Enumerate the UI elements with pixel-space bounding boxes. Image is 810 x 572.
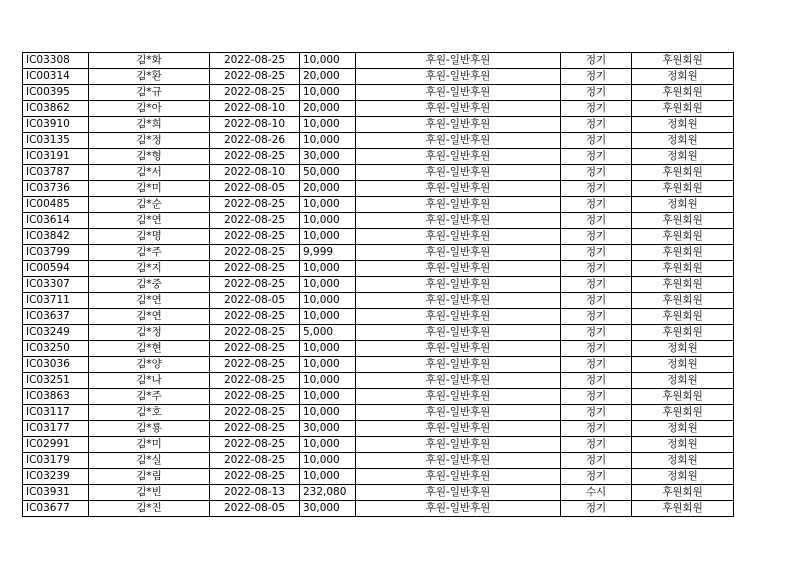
amount-cell: 10,000: [300, 293, 356, 309]
donation-type-cell: 후원-일반후원: [356, 389, 561, 405]
amount-cell: 5,000: [300, 325, 356, 341]
amount-cell: 10,000: [300, 453, 356, 469]
donation-cycle-cell: 정기: [561, 149, 632, 165]
donation-cycle-cell: 정기: [561, 261, 632, 277]
donation-date-cell: 2022-08-25: [210, 277, 300, 293]
donor-id-cell: IC03910: [23, 117, 89, 133]
donation-type-cell: 후원-일반후원: [356, 373, 561, 389]
table-row: [23, 357, 734, 373]
donor-id-cell: IC03239: [23, 469, 89, 485]
amount-cell: 20,000: [300, 101, 356, 117]
table-row: [23, 501, 734, 517]
donor-id-cell: IC03787: [23, 165, 89, 181]
table-row: [23, 389, 734, 405]
table-row: [23, 453, 734, 469]
member-type-cell: 후원회원: [632, 85, 734, 101]
member-type-cell: 후원회원: [632, 405, 734, 421]
donor-id-cell: IC03799: [23, 245, 89, 261]
amount-cell: 10,000: [300, 85, 356, 101]
member-type-cell: 정회원: [632, 133, 734, 149]
donor-name-cell: 김*순: [89, 197, 210, 213]
donation-date-cell: 2022-08-25: [210, 197, 300, 213]
member-type-cell: 후원회원: [632, 501, 734, 517]
donation-cycle-cell: 정기: [561, 213, 632, 229]
donation-date-cell: 2022-08-25: [210, 213, 300, 229]
donation-date-cell: 2022-08-25: [210, 85, 300, 101]
table-row: [23, 261, 734, 277]
amount-cell: 10,000: [300, 229, 356, 245]
donation-type-cell: 후원-일반후원: [356, 117, 561, 133]
member-type-cell: 후원회원: [632, 261, 734, 277]
donation-date-cell: 2022-08-25: [210, 149, 300, 165]
donation-date-cell: 2022-08-25: [210, 421, 300, 437]
donor-name-cell: 김*주: [89, 389, 210, 405]
donor-id-cell: IC00485: [23, 197, 89, 213]
member-type-cell: 정회원: [632, 341, 734, 357]
donation-date-cell: 2022-08-25: [210, 341, 300, 357]
donation-cycle-cell: 정기: [561, 389, 632, 405]
donation-date-cell: 2022-08-25: [210, 389, 300, 405]
donation-cycle-cell: 정기: [561, 453, 632, 469]
amount-cell: 232,080: [300, 485, 356, 501]
donor-name-cell: 김*희: [89, 117, 210, 133]
amount-cell: 10,000: [300, 197, 356, 213]
donor-name-cell: 김*규: [89, 85, 210, 101]
donation-type-cell: 후원-일반후원: [356, 421, 561, 437]
donation-type-cell: 후원-일반후원: [356, 181, 561, 197]
donor-id-cell: IC03036: [23, 357, 89, 373]
member-type-cell: 후원회원: [632, 245, 734, 261]
donation-date-cell: 2022-08-25: [210, 229, 300, 245]
donation-type-cell: 후원-일반후원: [356, 309, 561, 325]
donation-type-cell: 후원-일반후원: [356, 341, 561, 357]
donation-type-cell: 후원-일반후원: [356, 245, 561, 261]
member-type-cell: 후원회원: [632, 229, 734, 245]
donation-date-cell: 2022-08-05: [210, 501, 300, 517]
member-type-cell: 후원회원: [632, 213, 734, 229]
donation-cycle-cell: 정기: [561, 165, 632, 181]
member-type-cell: 후원회원: [632, 53, 734, 69]
donation-date-cell: 2022-08-25: [210, 53, 300, 69]
donation-type-cell: 후원-일반후원: [356, 261, 561, 277]
table-row: [23, 309, 734, 325]
donation-cycle-cell: 정기: [561, 293, 632, 309]
donor-name-cell: 김*룡: [89, 421, 210, 437]
donor-name-cell: 김*중: [89, 277, 210, 293]
donation-type-cell: 후원-일반후원: [356, 85, 561, 101]
donor-id-cell: IC02991: [23, 437, 89, 453]
donation-cycle-cell: 정기: [561, 309, 632, 325]
donor-name-cell: 김*연: [89, 213, 210, 229]
amount-cell: 10,000: [300, 357, 356, 373]
donation-cycle-cell: 정기: [561, 405, 632, 421]
donation-type-cell: 후원-일반후원: [356, 357, 561, 373]
donation-date-cell: 2022-08-25: [210, 437, 300, 453]
donation-table: [22, 52, 734, 517]
donation-type-cell: 후원-일반후원: [356, 277, 561, 293]
donor-id-cell: IC03249: [23, 325, 89, 341]
donation-cycle-cell: 정기: [561, 373, 632, 389]
donation-date-cell: 2022-08-25: [210, 245, 300, 261]
donor-id-cell: IC03251: [23, 373, 89, 389]
donation-type-cell: 후원-일반후원: [356, 133, 561, 149]
table-row: [23, 197, 734, 213]
table-row: [23, 325, 734, 341]
table-row: [23, 213, 734, 229]
amount-cell: 30,000: [300, 149, 356, 165]
donor-id-cell: IC03308: [23, 53, 89, 69]
donation-type-cell: 후원-일반후원: [356, 453, 561, 469]
donation-date-cell: 2022-08-26: [210, 133, 300, 149]
donation-type-cell: 후원-일반후원: [356, 197, 561, 213]
table-row: [23, 85, 734, 101]
donation-cycle-cell: 정기: [561, 501, 632, 517]
member-type-cell: 후원회원: [632, 309, 734, 325]
table-row: [23, 165, 734, 181]
table-row: [23, 133, 734, 149]
member-type-cell: 정회원: [632, 469, 734, 485]
donor-id-cell: IC03135: [23, 133, 89, 149]
donor-name-cell: 김*환: [89, 69, 210, 85]
amount-cell: 10,000: [300, 309, 356, 325]
donor-name-cell: 김*지: [89, 261, 210, 277]
donor-name-cell: 김*주: [89, 245, 210, 261]
donor-id-cell: IC03250: [23, 341, 89, 357]
donation-type-cell: 후원-일반후원: [356, 485, 561, 501]
donor-name-cell: 김*나: [89, 373, 210, 389]
table-row: [23, 373, 734, 389]
donor-id-cell: IC03117: [23, 405, 89, 421]
amount-cell: 10,000: [300, 405, 356, 421]
donation-cycle-cell: 정기: [561, 197, 632, 213]
donor-name-cell: 김*미: [89, 437, 210, 453]
donation-type-cell: 후원-일반후원: [356, 293, 561, 309]
amount-cell: 30,000: [300, 501, 356, 517]
table-row: [23, 277, 734, 293]
member-type-cell: 정회원: [632, 197, 734, 213]
donation-cycle-cell: 정기: [561, 101, 632, 117]
donor-name-cell: 김*실: [89, 453, 210, 469]
table-row: [23, 245, 734, 261]
member-type-cell: 정회원: [632, 69, 734, 85]
donor-id-cell: IC03862: [23, 101, 89, 117]
donor-name-cell: 김*미: [89, 181, 210, 197]
amount-cell: 10,000: [300, 213, 356, 229]
amount-cell: 30,000: [300, 421, 356, 437]
donor-id-cell: IC03614: [23, 213, 89, 229]
donation-date-cell: 2022-08-05: [210, 293, 300, 309]
table-row: [23, 181, 734, 197]
donation-cycle-cell: 정기: [561, 277, 632, 293]
donation-cycle-cell: 정기: [561, 325, 632, 341]
donor-name-cell: 김*연: [89, 309, 210, 325]
donation-type-cell: 후원-일반후원: [356, 501, 561, 517]
amount-cell: 10,000: [300, 133, 356, 149]
donor-name-cell: 김*양: [89, 357, 210, 373]
donor-name-cell: 김*아: [89, 101, 210, 117]
amount-cell: 50,000: [300, 165, 356, 181]
donation-date-cell: 2022-08-10: [210, 117, 300, 133]
donor-name-cell: 김*호: [89, 405, 210, 421]
donation-type-cell: 후원-일반후원: [356, 405, 561, 421]
donation-date-cell: 2022-08-25: [210, 405, 300, 421]
donor-name-cell: 김*정: [89, 325, 210, 341]
amount-cell: 10,000: [300, 373, 356, 389]
donation-type-cell: 후원-일반후원: [356, 213, 561, 229]
donor-id-cell: IC00594: [23, 261, 89, 277]
member-type-cell: 후원회원: [632, 181, 734, 197]
donor-name-cell: 김*서: [89, 165, 210, 181]
donation-cycle-cell: 정기: [561, 229, 632, 245]
donor-id-cell: IC03177: [23, 421, 89, 437]
donor-name-cell: 김*현: [89, 341, 210, 357]
donation-type-cell: 후원-일반후원: [356, 165, 561, 181]
donor-id-cell: IC03842: [23, 229, 89, 245]
donation-cycle-cell: 정기: [561, 133, 632, 149]
amount-cell: 10,000: [300, 389, 356, 405]
donation-date-cell: 2022-08-25: [210, 453, 300, 469]
donor-id-cell: IC00395: [23, 85, 89, 101]
member-type-cell: 정회원: [632, 437, 734, 453]
donation-type-cell: 후원-일반후원: [356, 437, 561, 453]
donation-table-body: [23, 53, 734, 517]
donation-date-cell: 2022-08-13: [210, 485, 300, 501]
donation-date-cell: 2022-08-25: [210, 309, 300, 325]
table-row: [23, 53, 734, 69]
donation-cycle-cell: 정기: [561, 85, 632, 101]
donation-cycle-cell: 정기: [561, 341, 632, 357]
member-type-cell: 정회원: [632, 373, 734, 389]
donation-date-cell: 2022-08-10: [210, 101, 300, 117]
donation-cycle-cell: 정기: [561, 357, 632, 373]
donor-id-cell: IC03637: [23, 309, 89, 325]
amount-cell: 10,000: [300, 277, 356, 293]
table-row: [23, 293, 734, 309]
table-row: [23, 421, 734, 437]
amount-cell: 9,999: [300, 245, 356, 261]
donation-cycle-cell: 정기: [561, 421, 632, 437]
member-type-cell: 후원회원: [632, 325, 734, 341]
donor-name-cell: 김*화: [89, 53, 210, 69]
donation-date-cell: 2022-08-25: [210, 261, 300, 277]
amount-cell: 20,000: [300, 69, 356, 85]
donor-name-cell: 김*명: [89, 229, 210, 245]
amount-cell: 10,000: [300, 53, 356, 69]
donation-type-cell: 후원-일반후원: [356, 325, 561, 341]
donation-date-cell: 2022-08-25: [210, 469, 300, 485]
donor-id-cell: IC03863: [23, 389, 89, 405]
member-type-cell: 정회원: [632, 357, 734, 373]
member-type-cell: 후원회원: [632, 293, 734, 309]
amount-cell: 20,000: [300, 181, 356, 197]
donation-type-cell: 후원-일반후원: [356, 101, 561, 117]
donor-id-cell: IC03677: [23, 501, 89, 517]
donor-name-cell: 김*빈: [89, 485, 210, 501]
donor-name-cell: 김*림: [89, 469, 210, 485]
donation-cycle-cell: 정기: [561, 117, 632, 133]
donation-cycle-cell: 정기: [561, 469, 632, 485]
member-type-cell: 후원회원: [632, 101, 734, 117]
donation-type-cell: 후원-일반후원: [356, 469, 561, 485]
donor-name-cell: 김*연: [89, 293, 210, 309]
table-row: [23, 341, 734, 357]
table-row: [23, 229, 734, 245]
donor-name-cell: 김*정: [89, 133, 210, 149]
donation-cycle-cell: 정기: [561, 437, 632, 453]
table-row: [23, 469, 734, 485]
donation-cycle-cell: 정기: [561, 181, 632, 197]
table-row: [23, 405, 734, 421]
donor-id-cell: IC03931: [23, 485, 89, 501]
member-type-cell: 정회원: [632, 149, 734, 165]
table-row: [23, 149, 734, 165]
donor-id-cell: IC03711: [23, 293, 89, 309]
member-type-cell: 후원회원: [632, 485, 734, 501]
donation-date-cell: 2022-08-25: [210, 69, 300, 85]
table-row: [23, 101, 734, 117]
table-row: [23, 69, 734, 85]
amount-cell: 10,000: [300, 437, 356, 453]
table-row: [23, 437, 734, 453]
donation-type-cell: 후원-일반후원: [356, 69, 561, 85]
table-row: [23, 485, 734, 501]
donation-date-cell: 2022-08-05: [210, 181, 300, 197]
table-row: [23, 117, 734, 133]
donor-id-cell: IC00314: [23, 69, 89, 85]
donation-date-cell: 2022-08-10: [210, 165, 300, 181]
donor-id-cell: IC03736: [23, 181, 89, 197]
amount-cell: 10,000: [300, 341, 356, 357]
member-type-cell: 정회원: [632, 421, 734, 437]
donation-date-cell: 2022-08-25: [210, 325, 300, 341]
donation-date-cell: 2022-08-25: [210, 357, 300, 373]
donor-name-cell: 김*형: [89, 149, 210, 165]
member-type-cell: 정회원: [632, 117, 734, 133]
donor-id-cell: IC03191: [23, 149, 89, 165]
donation-type-cell: 후원-일반후원: [356, 149, 561, 165]
donor-name-cell: 김*진: [89, 501, 210, 517]
amount-cell: 10,000: [300, 261, 356, 277]
member-type-cell: 정회원: [632, 453, 734, 469]
donation-cycle-cell: 정기: [561, 69, 632, 85]
donor-id-cell: IC03179: [23, 453, 89, 469]
amount-cell: 10,000: [300, 117, 356, 133]
member-type-cell: 후원회원: [632, 165, 734, 181]
donor-id-cell: IC03307: [23, 277, 89, 293]
donation-date-cell: 2022-08-25: [210, 373, 300, 389]
donation-cycle-cell: 정기: [561, 245, 632, 261]
member-type-cell: 후원회원: [632, 389, 734, 405]
member-type-cell: 후원회원: [632, 277, 734, 293]
donation-cycle-cell: 수시: [561, 485, 632, 501]
donation-type-cell: 후원-일반후원: [356, 53, 561, 69]
amount-cell: 10,000: [300, 469, 356, 485]
donation-cycle-cell: 정기: [561, 53, 632, 69]
donation-type-cell: 후원-일반후원: [356, 229, 561, 245]
